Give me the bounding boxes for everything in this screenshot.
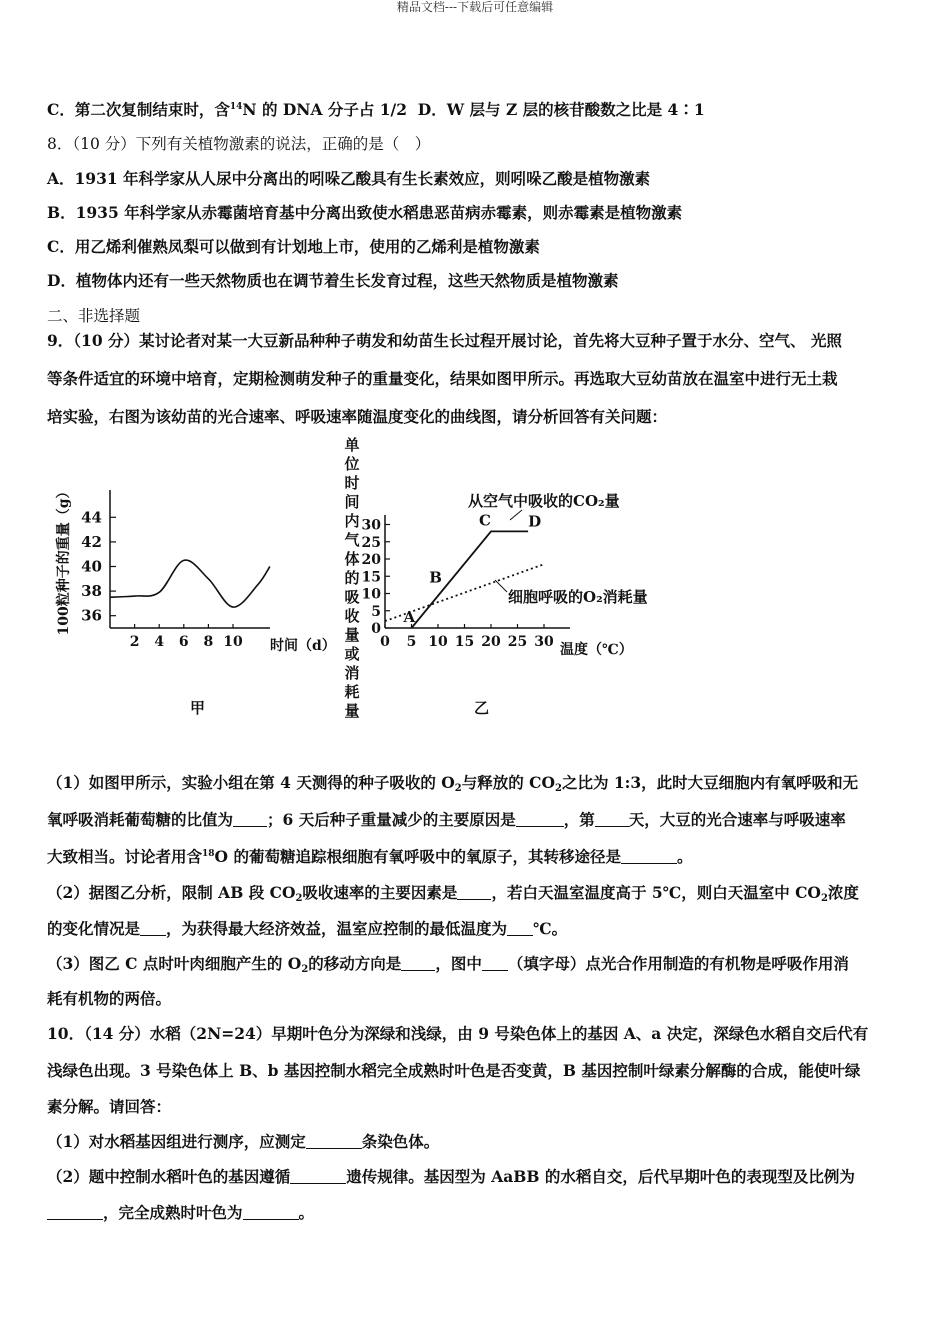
answer-blank[interactable]: [306, 1134, 362, 1149]
q9-stem-line-1: 9．（10 分）某讨论者对某一大豆新品种种子萌发和幼苗生长过程开展讨论，首先将大豆种子置于水分、空气、 光照: [47, 331, 842, 350]
yi-series1-leader: [510, 510, 522, 520]
answer-blank[interactable]: [482, 956, 508, 971]
yi-y-tick-label: 20: [361, 552, 381, 568]
answer-blank[interactable]: [457, 885, 491, 900]
q9-stem-line-2: 等条件适宜的环境中培育，定期检测萌发种子的重量变化，结果如图甲所示。再选取大豆幼苗放在温室中进行无土栽: [47, 369, 838, 388]
q9-s2-line-2: 的变化情况是 ，为获得最大经济效益，温室应控制的最低温度为 ℃。: [47, 919, 568, 938]
answer-blank[interactable]: [595, 812, 629, 827]
yi-x-tick-label: 10: [428, 634, 448, 650]
isotope-sup: 14: [229, 102, 243, 112]
yi-point-label: C: [479, 511, 491, 530]
answer-blank[interactable]: [243, 1205, 299, 1220]
jia-series-line: [110, 560, 270, 607]
yi-point-label: B: [429, 568, 442, 587]
q8-stem: 8．（10 分）下列有关植物激素的说法，正确的是（ ）: [47, 135, 431, 153]
section-heading: 二、非选择题: [47, 307, 141, 325]
jia-x-tick-label: 10: [223, 634, 243, 650]
answer-blank[interactable]: [290, 1169, 346, 1184]
q9-s3-line-1: （3）图乙 C 点时叶肉细胞产生的 $O_2$的移动方向是 ，图中 （填字母）点光合作用制造的有机物是呼吸作用消: [47, 954, 849, 975]
q9-stem-line-3: 培实验，右图为该幼苗的光合速率、呼吸速率随温度变化的曲线图，请分析回答有关问题：: [47, 407, 668, 426]
yi-series2-label: 细胞呼吸的O₂消耗量: [508, 588, 648, 606]
q7-options-line: [47, 100, 705, 120]
q8-option-b: B．1935 年科学家从赤霉菌培育基中分离出致使水稻患恶苗病赤霉素，则赤霉素是植物激素: [47, 203, 683, 222]
yi-x-tick-label: 25: [507, 634, 528, 650]
jia-xlabel: 时间（d）: [270, 638, 336, 654]
q10-s2-line-2: ，完全成熟时叶色为 。: [47, 1203, 314, 1223]
yi-y-tick-label: 25: [361, 534, 381, 551]
jia-y-tick-label: 38: [81, 582, 102, 601]
answer-blank[interactable]: [621, 849, 677, 864]
yi-y-tick-label: 30: [361, 517, 381, 534]
jia-y-tick-label: 36: [81, 606, 102, 625]
page-header: 精品文档---下载后可任意编辑: [396, 0, 554, 14]
q10-stem-line-2: 浅绿色出现。3 号染色体上 B、b 基因控制水稻完全成熟时叶色是否变黄，B 基因控制叶绿素分解酶的合成，能使叶绿: [47, 1061, 861, 1080]
yi-x-tick-label: 30: [534, 634, 554, 650]
answer-blank[interactable]: [140, 921, 166, 936]
yi-x-tick-label: 0: [380, 634, 390, 650]
q10-stem-line-1: 10．（14 分）水稻（2N=24）早期叶色分为深绿和浅绿，由 9 号染色体上的基因 A、a 决定，深绿色水稻自交后代有: [47, 1024, 869, 1043]
jia-y-tick-label: 40: [81, 557, 102, 576]
chart-yi: [362, 492, 648, 658]
jia-y-tick-label: 44: [81, 508, 102, 527]
q7-option-d: D．W 层与 Z 层的核苷酸数之比是 4∶1: [417, 100, 705, 119]
jia-x-tick-label: 2: [129, 634, 140, 650]
answer-blank[interactable]: [401, 956, 435, 971]
yi-y-tick-label: 10: [361, 586, 381, 603]
q7-option-c-rest: N 的 DNA 分子占 1/2: [242, 100, 407, 119]
q8-option-a: A．1931 年科学家从人尿中分离出的吲哚乙酸具有生长素效应，则吲哚乙酸是植物激素: [47, 169, 651, 188]
answer-blank[interactable]: [233, 812, 267, 827]
q10-s1: （1）对水稻基因组进行测序，应测定 条染色体。: [47, 1132, 440, 1151]
yi-y-tick-label: 0: [371, 621, 381, 637]
jia-x-tick-label: 6: [178, 634, 189, 650]
figures: [40, 430, 700, 690]
jia-x-tick-label: 4: [154, 634, 165, 650]
yi-y-tick-label: 5: [371, 603, 381, 620]
yi-series2-leader: [495, 580, 507, 592]
jia-y-tick-label: 42: [81, 532, 102, 551]
q9-s1-line-1: （1）如图甲所示，实验小组在第 4 天测得的种子吸收的 $O_2$与释放的 $CO_2$之比为 1:3，此时大豆细胞内有氧呼吸和无: [47, 773, 859, 794]
yi-series1-label: 从空气中吸收的CO₂量: [468, 492, 620, 510]
yi-y-tick-label: 15: [361, 569, 381, 586]
yi-point-label: D: [528, 512, 542, 531]
q10-s2-line-1: （2）题中控制水稻叶色的基因遵循 遗传规律。基因型为 AaBB 的水稻自交，后代早期叶色的表现型及比例为: [47, 1167, 855, 1186]
q9-s1-line-2: 氧呼吸消耗葡萄糖的比值为 ；6 天后种子重量减少的主要原因是 ，第 天，大豆的光合速率与呼吸速率: [47, 810, 846, 829]
caption-jia: 甲: [190, 699, 206, 717]
answer-blank[interactable]: [516, 812, 564, 827]
caption-yi: 乙: [474, 699, 490, 717]
answer-blank[interactable]: [507, 921, 533, 936]
yi-x-tick-label: 15: [454, 634, 475, 650]
q9-s2-line-1: （2）据图乙分析，限制 AB 段 $CO_2$吸收速率的主要因素是 ，若白天温室温度高于 5℃，则白天温室中 $CO_2$浓度: [47, 883, 859, 904]
q8-option-c: C．用乙烯利催熟凤梨可以做到有计划地上市，使用的乙烯利是植物激素: [47, 237, 540, 256]
answer-blank[interactable]: [47, 1205, 103, 1220]
q10-stem-line-3: 素分解。请回答：: [47, 1097, 172, 1116]
yi-xlabel: 温度（℃）: [560, 642, 633, 658]
jia-ylabel: 100粒种子的重量（g）: [56, 484, 72, 636]
yi-ylabel: 单 位 时 间 内 气 体 的 吸 收 量 或 消 耗 量: [344, 436, 360, 720]
jia-x-tick-label: 8: [203, 634, 214, 650]
q9-s3-line-2: 耗有机物的两倍。: [47, 989, 172, 1008]
q8-option-d: D．植物体内还有一些天然物质也在调节着生长发育过程，这些天然物质是植物激素: [47, 271, 619, 290]
q9-s1-line-3: 大致相当。讨论者用含$^{18}$O 的葡萄糖追踪根细胞有氧呼吸中的氧原子，其转移途径是 。: [47, 847, 693, 866]
yi-x-tick-label: 20: [481, 634, 501, 650]
chart-jia: [55, 484, 336, 654]
q7-option-c: C．第二次复制结束时，含: [47, 100, 230, 119]
yi-point-label: A: [403, 608, 416, 626]
yi-x-tick-label: 5: [406, 634, 417, 650]
